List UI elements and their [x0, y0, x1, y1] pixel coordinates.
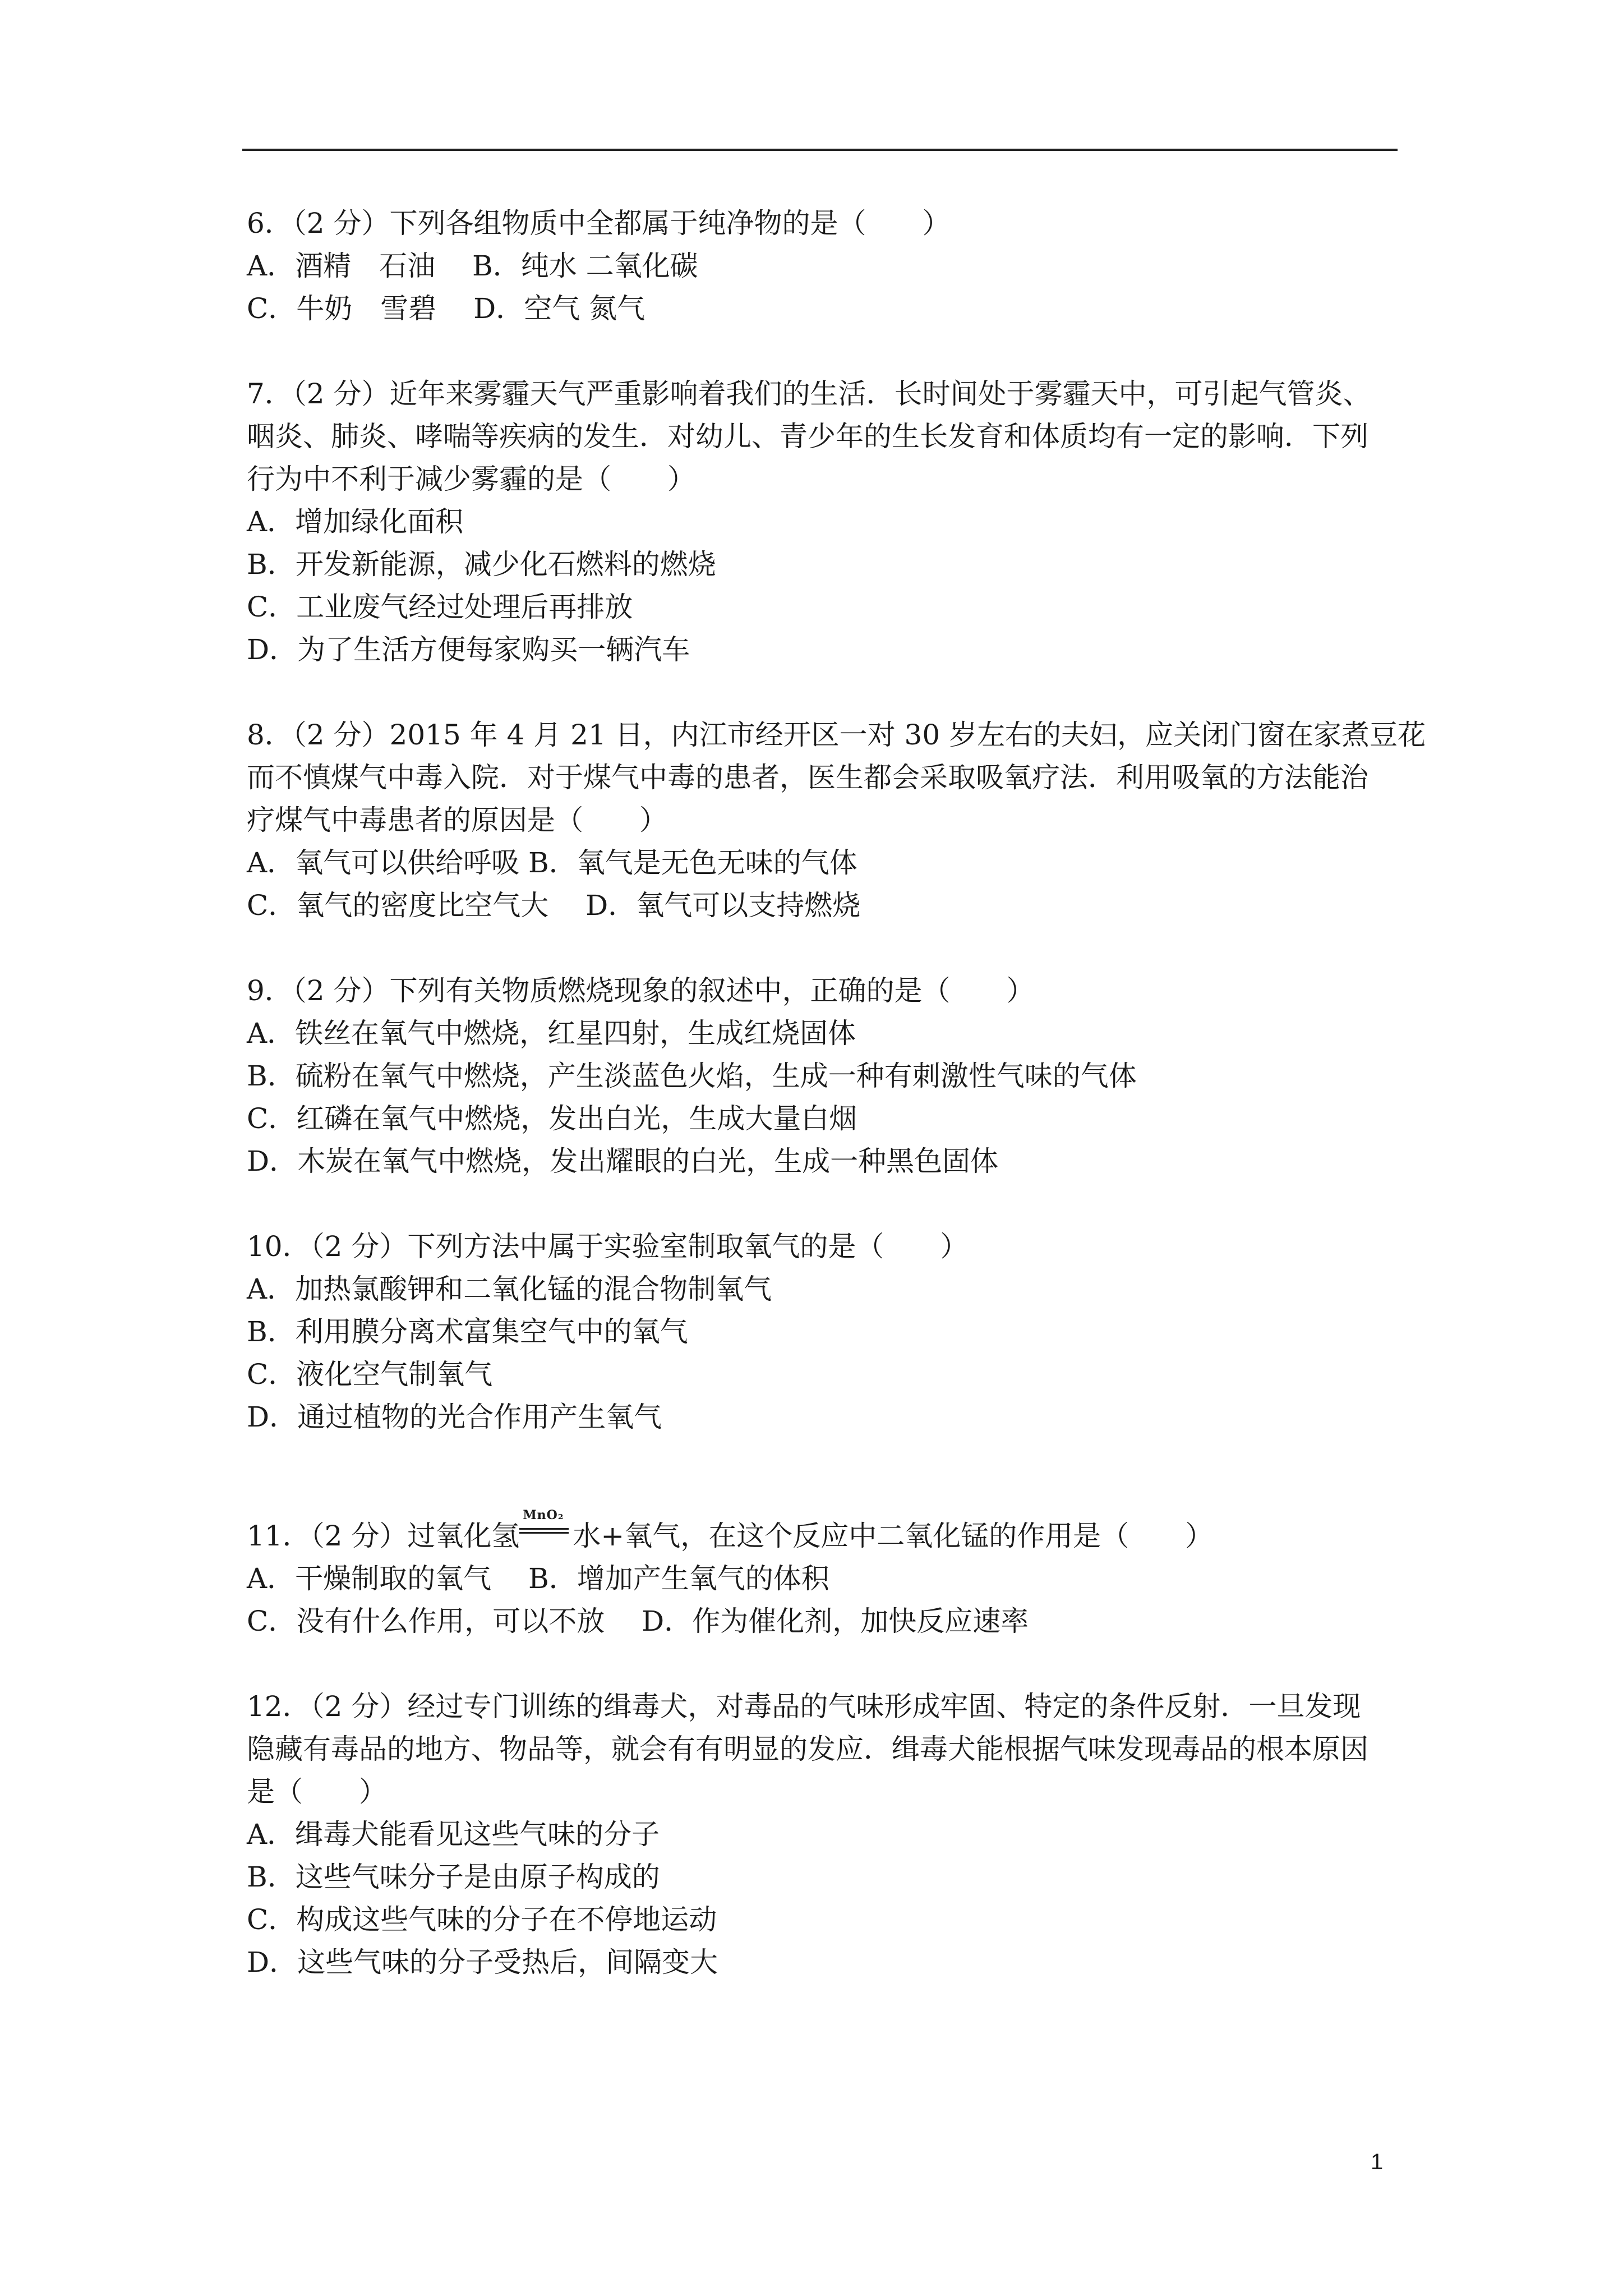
- option-c: C．构成这些气味的分子在不停地运动: [247, 1903, 717, 1936]
- page-number: 1: [1371, 2150, 1384, 2174]
- option-b: B．硫粉在氧气中燃烧，产生淡蓝色火焰，生成一种有刺激性气味的气体: [247, 1060, 1137, 1092]
- header-rule: [242, 149, 1398, 151]
- option-c: C．液化空气制氧气: [247, 1358, 493, 1391]
- option-d: D．木炭在氧气中燃烧，发出耀眼的白光，生成一种黑色固体: [247, 1145, 999, 1177]
- question-9: [247, 969, 1402, 1182]
- option-b: B．这些气味分子是由原子构成的: [247, 1861, 660, 1893]
- option-line: C．氧气的密度比空气大 D．氧气可以支持燃烧: [247, 889, 861, 922]
- option-a: A．加热氯酸钾和二氧化锰的混合物制氧气: [247, 1273, 772, 1305]
- option-c: C．红磷在氧气中燃烧，发出白光，生成大量白烟: [247, 1102, 857, 1135]
- question-stem: 行为中不利于减少雾霾的是（ ）: [247, 463, 695, 495]
- question-12: [247, 1685, 1402, 1984]
- option-d: D．这些气味的分子受热后，间隔变大: [247, 1946, 718, 1978]
- question-10: [247, 1225, 1402, 1438]
- question-stem: 隐藏有毒品的地方、物品等，就会有有明显的发应．缉毒犬能根据气味发现毒品的根本原因: [247, 1733, 1368, 1765]
- option-line: A．酒精 石油 B．纯水 二氧化碳: [247, 250, 698, 282]
- reaction-arrow-icon: [519, 1508, 573, 1557]
- question-11: [247, 1481, 1402, 1642]
- question-stem: 8．（2 分）2015 年 4 月 21 日，内江市经开区一对 30 岁左右的夫妇，应关闭门窗在家煮豆花: [247, 719, 1426, 751]
- question-stem: 6．（2 分）下列各组物质中全都属于纯净物的是（ ）: [247, 207, 951, 240]
- option-line: A．氧气可以供给呼吸 B．氧气是无色无味的气体: [247, 846, 857, 879]
- option-a: A．增加绿化面积: [247, 505, 464, 538]
- option-line: C．牛奶 雪碧 D．空气 氮气: [247, 292, 645, 325]
- option-b: B．开发新能源，减少化石燃料的燃烧: [247, 548, 716, 581]
- question-stem: 9．（2 分）下列有关物质燃烧现象的叙述中，正确的是（ ）: [247, 974, 1035, 1007]
- question-stem: 疗煤气中毒患者的原因是（ ）: [247, 804, 667, 836]
- question-list: [247, 202, 1426, 2026]
- question-stem: 10．（2 分）下列方法中属于实验室制取氧气的是（ ）: [247, 1230, 969, 1263]
- question-stem: 是（ ）: [247, 1775, 387, 1808]
- stem-after-arrow: 水+氧气，在这个反应中二氧化锰的作用是（ ）: [573, 1520, 1214, 1552]
- option-a: A．缉毒犬能看见这些气味的分子: [247, 1818, 660, 1851]
- question-stem: 而不慎煤气中毒入院．对于煤气中毒的患者，医生都会采取吸氧疗法．利用吸氧的方法能治: [247, 761, 1368, 794]
- question-stem: [247, 1508, 1402, 1557]
- catalyst-label: MnO₂: [523, 1508, 564, 1522]
- question-stem: 7．（2 分）近年来雾霾天气严重影响着我们的生活．长时间处于雾霾天中，可引起气管炎、: [247, 378, 1371, 410]
- question-7: [247, 372, 1402, 671]
- option-line: C．没有什么作用，可以不放 D．作为催化剂，加快反应速率: [247, 1605, 1029, 1637]
- question-6: [247, 202, 1402, 330]
- question-stem: 12．（2 分）经过专门训练的缉毒犬，对毒品的气味形成牢固、特定的条件反射．一旦发现: [247, 1690, 1361, 1723]
- stem-before-arrow: 11．（2 分）过氧化氢: [247, 1520, 520, 1552]
- option-d: D．为了生活方便每家购买一辆汽车: [247, 633, 690, 666]
- option-d: D．通过植物的光合作用产生氧气: [247, 1401, 662, 1433]
- option-c: C．工业废气经过处理后再排放: [247, 591, 633, 623]
- option-line: A．干燥制取的氧气 B．增加产生氧气的体积: [247, 1562, 829, 1595]
- option-b: B．利用膜分离术富集空气中的氧气: [247, 1315, 688, 1348]
- question-stem: 咽炎、肺炎、哮喘等疾病的发生．对幼儿、青少年的生长发育和体质均有一定的影响．下列: [247, 420, 1368, 453]
- option-a: A．铁丝在氧气中燃烧，红星四射，生成红烧固体: [247, 1017, 856, 1050]
- question-8: [247, 714, 1426, 927]
